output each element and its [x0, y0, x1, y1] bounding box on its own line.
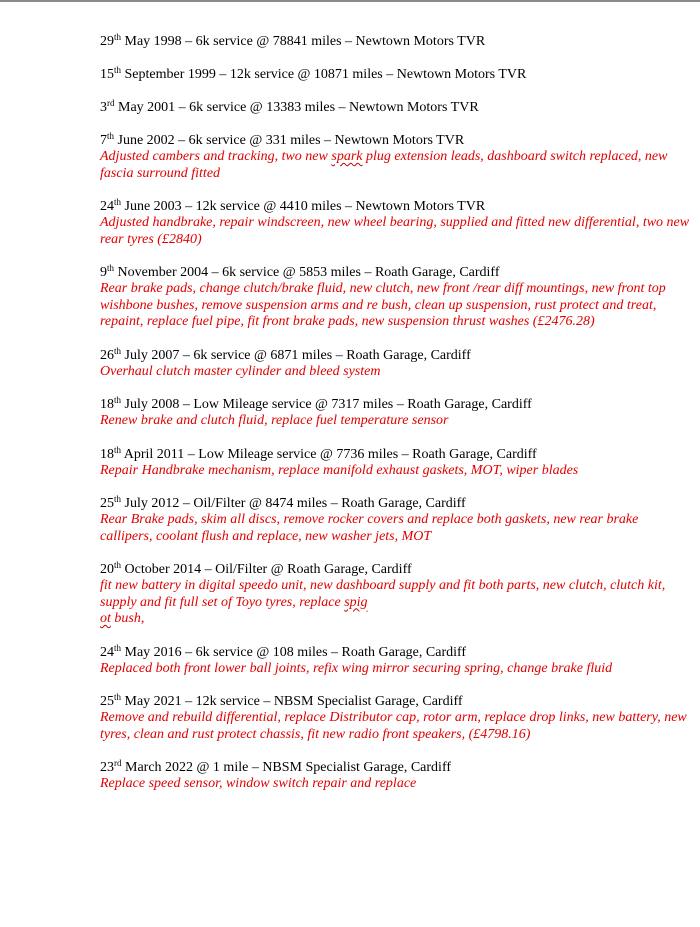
service-heading: 18th July 2008 – Low Mileage service @ 7317 miles – Roath Garage, Cardiff — [100, 395, 532, 412]
document-page — [100, 33, 690, 809]
service-notes: Replace speed sensor, window switch repair and replace — [100, 776, 417, 791]
service-heading: 3rd May 2001 – 6k service @ 13383 miles – Newtown Motors TVR — [100, 98, 479, 115]
service-entry — [100, 759, 690, 793]
service-entry — [100, 644, 690, 678]
service-heading: 25th May 2021 – 12k service – NBSM Specialist Garage, Cardiff — [100, 692, 463, 709]
spelling-error-mark: spark — [331, 149, 363, 164]
service-entry — [100, 446, 690, 480]
service-notes: Repair Handbrake mechanism, replace manifold exhaust gaskets, MOT, wiper blades — [100, 462, 579, 478]
service-notes: fit new battery in digital speedo unit, new dashboard supply and fit both parts, new clutch, clutch kit, supply and fit full set of Toyo tyres, replace spig ot bush, — [100, 578, 666, 626]
window-top-border — [0, 0, 700, 2]
service-heading: 9th November 2004 – 6k service @ 5853 miles – Roath Garage, Cardiff — [100, 263, 500, 280]
spelling-error-mark: spig — [344, 594, 368, 610]
service-entry — [100, 693, 690, 743]
service-entry — [100, 347, 690, 381]
service-heading: 20th October 2014 – Oil/Filter @ Roath Garage, Cardiff — [100, 560, 412, 577]
service-notes: Rear Brake pads, skim all discs, remove rocker covers and replace both gaskets, new rear brake callipers, coolant flush and replace, new washer jets, MOT — [100, 512, 639, 544]
service-notes: Rear brake pads, change clutch/brake fluid, new clutch, new front /rear diff mountings, new front top wishbone bushes, remove suspension arms and re bush, clean up suspension, rust protect and treat, repaint, replace fuel pipe, fit front brake pads, new suspension thrust washes (£2476.28) — [100, 281, 666, 329]
service-notes: Remove and rebuild differential, replace Distributor cap, rotor arm, replace drop links, new battery, new tyres, clean and rust protect chassis, fit new radio front speakers, (£4798.16) — [100, 710, 687, 742]
service-entry — [100, 99, 690, 116]
service-entry — [100, 495, 690, 545]
service-entry — [100, 198, 690, 248]
service-heading: 24th June 2003 – 12k service @ 4410 miles – Newtown Motors TVR — [100, 197, 486, 214]
service-heading: 7th June 2002 – 6k service @ 331 miles – Newtown Motors TVR — [100, 131, 465, 148]
service-notes: Adjusted cambers and tracking, two new spark plug extension leads, dashboard switch replaced, new fascia surround fitted — [100, 149, 668, 181]
spelling-error-mark: ot — [100, 611, 111, 626]
service-entry — [100, 264, 690, 331]
service-heading: 23rd March 2022 @ 1 mile – NBSM Specialist Garage, Cardiff — [100, 758, 452, 775]
service-notes: Renew brake and clutch fluid, replace fuel temperature sensor — [100, 413, 449, 428]
service-heading: 24th May 2016 – 6k service @ 108 miles – Roath Garage, Cardiff — [100, 642, 467, 660]
service-entry — [100, 561, 690, 628]
service-heading: 29th May 1998 – 6k service @ 78841 miles – Newtown Motors TVR — [100, 32, 486, 49]
service-entry — [100, 66, 690, 83]
service-heading: 18th April 2011 – Low Mileage service @ 7736 miles – Roath Garage, Cardiff — [100, 444, 537, 462]
service-notes: Replaced both front lower ball joints, refix wing mirror securing spring, change brake fluid — [100, 660, 613, 676]
service-entry — [100, 33, 690, 50]
service-entry — [100, 132, 690, 182]
service-heading: 25th July 2012 – Oil/Filter @ 8474 miles – Roath Garage, Cardiff — [100, 494, 466, 511]
service-heading: 26th July 2007 – 6k service @ 6871 miles – Roath Garage, Cardiff — [100, 345, 471, 363]
service-notes: Overhaul clutch master cylinder and bleed system — [100, 363, 381, 379]
service-entry — [100, 396, 690, 430]
service-heading: 15th September 1999 – 12k service @ 10871 miles – Newtown Motors TVR — [100, 65, 527, 82]
service-notes: Adjusted handbrake, repair windscreen, new wheel bearing, supplied and fitted new differential, two new rear tyres (£2840) — [100, 215, 690, 247]
